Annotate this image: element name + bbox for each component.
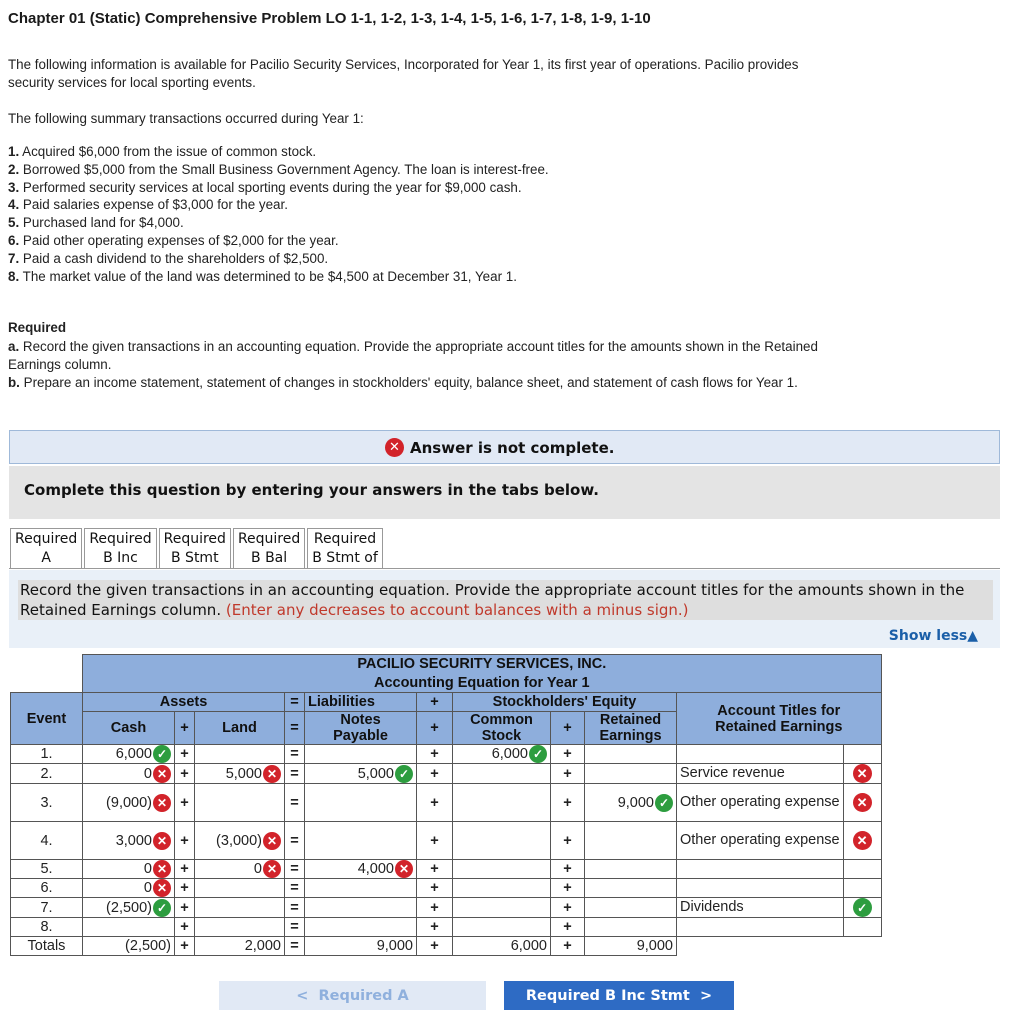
transactions-intro: The following summary transactions occurred during Year 1: — [8, 111, 364, 126]
table-row: 6. 0 ✕ + = + + — [11, 879, 882, 898]
common-input[interactable]: 6,000 ✓ — [453, 745, 551, 764]
title-select[interactable] — [677, 879, 844, 898]
retained-input[interactable] — [585, 764, 677, 784]
title-select[interactable] — [677, 860, 844, 879]
cash-input[interactable]: 3,000 ✕ — [83, 822, 175, 860]
common-input[interactable] — [453, 879, 551, 898]
correct-icon: ✓ — [153, 745, 171, 763]
correct-icon: ✓ — [395, 765, 413, 783]
notes-payable-header: Notes Payable — [305, 712, 417, 745]
notes-input[interactable] — [305, 898, 417, 918]
event-header: Event — [11, 693, 83, 745]
accounting-equation-table: PACILIO SECURITY SERVICES, INC. Accounting Equation for Year 1 Event Assets = Liabilities + Stockholders' Equity Account Titles for Retained Earnings Cash + Land = Notes Payable + Common Stock + Retained Earnings 1. 6,000 ✓ + = + 6,000 ✓ + 2. 0 ✕ + 5,000 ✕ = 5,000 ✓ + + Service revenue ✕ 3. (9,000) ✕ + = + + 9,000 ✓ Other operating expense ✕ 4. 3,000 ✕ + (3,000) ✕ = + + Other operating expense ✕ 5. 0 ✕ + 0 ✕ = 4,000 ✕ + + 6. 0 ✕ + = + + 7. (2,500) ✓ + = + + Dividends ✓ 8. + = + + Totals (2,500) + 2,000 = 9,000 + 6,000 + 9,000 — [10, 654, 882, 956]
tab-required-b-stmt[interactable]: Required B Stmt — [159, 528, 231, 569]
instructions-box — [9, 466, 1000, 519]
list-item: 4. Paid salaries expense of $3,000 for the year. — [8, 197, 288, 213]
table-row: 2. 0 ✕ + 5,000 ✕ = 5,000 ✓ + + Service revenue ✕ — [11, 764, 882, 784]
tab-required-b-stmt-of[interactable]: Required B Stmt of — [307, 528, 383, 569]
land-input[interactable] — [195, 784, 285, 822]
table-row: 8. + = + + — [11, 918, 882, 937]
list-item: 3. Performed security services at local sporting events during the year for $9,000 cash. — [8, 179, 522, 195]
common-input[interactable] — [453, 918, 551, 937]
chevron-right-icon: > — [689, 987, 713, 1004]
incorrect-icon: ✕ — [153, 765, 171, 783]
incorrect-icon: ✕ — [153, 879, 171, 897]
retained-input[interactable] — [585, 898, 677, 918]
assets-header: Assets — [83, 693, 285, 712]
retained-input[interactable] — [585, 860, 677, 879]
required-heading: Required — [8, 320, 67, 335]
incorrect-icon: ✕ — [853, 793, 872, 812]
notes-input[interactable] — [305, 822, 417, 860]
incorrect-icon: ✕ — [263, 860, 281, 878]
list-item: 5. Purchased land for $4,000. — [8, 215, 184, 231]
tab-divider — [9, 568, 1000, 569]
list-item: 8. The market value of the land was determined to be $4,500 at December 31, Year 1. — [8, 268, 517, 284]
retained-input[interactable] — [585, 879, 677, 898]
common-input[interactable] — [453, 764, 551, 784]
correct-icon: ✓ — [655, 794, 673, 812]
incorrect-icon: ✕ — [853, 831, 872, 850]
error-icon: ✕ — [385, 438, 404, 457]
problem-title: Chapter 01 (Static) Comprehensive Problem LO 1-1, 1-2, 1-3, 1-4, 1-5, 1-6, 1-7, 1-8, 1-9, 1-10 — [8, 10, 651, 27]
banner-text: Answer is not complete. — [410, 438, 615, 457]
company-name: PACILIO SECURITY SERVICES, INC. — [83, 655, 882, 674]
incorrect-icon: ✕ — [153, 794, 171, 812]
tab-required-b-inc[interactable]: Required B Inc — [84, 528, 156, 569]
table-row: 4. 3,000 ✕ + (3,000) ✕ = + + Other operating expense ✕ — [11, 822, 882, 860]
list-item: 1. Acquired $6,000 from the issue of common stock. — [8, 144, 317, 159]
instruction-panel — [9, 570, 1000, 648]
equity-header: Stockholders' Equity — [453, 693, 677, 712]
cash-input[interactable]: 0 ✕ — [83, 860, 175, 879]
instruction-text: Record the given transactions in an accounting equation. Provide the appropriate account titles for the amounts shown in the Retained Earnings column. (Enter any decreases to account balances with a minus sign.) — [18, 580, 993, 620]
title-select[interactable] — [677, 745, 844, 764]
chevron-left-icon: < — [296, 987, 319, 1004]
correct-icon: ✓ — [529, 745, 547, 763]
common-input[interactable] — [453, 784, 551, 822]
cash-input[interactable]: (2,500) ✓ — [83, 898, 175, 918]
common-input[interactable] — [453, 898, 551, 918]
title-select[interactable]: Service revenue — [677, 764, 844, 784]
incorrect-icon: ✕ — [153, 860, 171, 878]
table-row: 7. (2,500) ✓ + = + + Dividends ✓ — [11, 898, 882, 918]
notes-input[interactable] — [305, 879, 417, 898]
required-a: a. Record the given transactions in an accounting equation. Provide the appropriate account titles for the amounts shown in the Retained Earnings column. — [8, 339, 818, 372]
notes-input[interactable] — [305, 918, 417, 937]
land-input[interactable]: (3,000) ✕ — [195, 822, 285, 860]
intro-paragraph: The following information is available for Pacilio Security Services, Incorporated for Year 1, its first year of operations. Pacilio provides security services for local sporting events. — [8, 57, 799, 90]
retained-earnings-header: Retained Earnings — [585, 712, 677, 745]
common-input[interactable] — [453, 860, 551, 879]
notes-input[interactable]: 5,000 ✓ — [305, 764, 417, 784]
incorrect-icon: ✕ — [263, 765, 281, 783]
table-row: 3. (9,000) ✕ + = + + 9,000 ✓ Other operating expense ✕ — [11, 784, 882, 822]
notes-total: 9,000 — [305, 937, 417, 956]
land-header: Land — [195, 712, 285, 745]
retained-input[interactable]: 9,000 ✓ — [585, 784, 677, 822]
incorrect-icon: ✕ — [263, 832, 281, 850]
retained-input[interactable] — [585, 918, 677, 937]
title-select[interactable]: Other operating expense — [677, 784, 844, 822]
next-button[interactable]: Required B Inc Stmt > — [504, 981, 734, 1010]
notes-input[interactable] — [305, 784, 417, 822]
common-input[interactable] — [453, 822, 551, 860]
table-subtitle: Accounting Equation for Year 1 — [83, 674, 882, 693]
land-total: 2,000 — [195, 937, 285, 956]
totals-row: Totals (2,500) + 2,000 = 9,000 + 6,000 + 9,000 — [11, 937, 882, 956]
cash-input[interactable]: 0 ✕ — [83, 879, 175, 898]
land-input[interactable]: 5,000 ✕ — [195, 764, 285, 784]
land-input[interactable] — [195, 898, 285, 918]
title-select[interactable]: Other operating expense — [677, 822, 844, 860]
retained-input[interactable] — [585, 745, 677, 764]
tab-required-b-bal[interactable]: Required B Bal — [233, 528, 305, 569]
complete-prompt: Complete this question by entering your answers in the tabs below. — [24, 481, 599, 499]
incorrect-icon: ✕ — [853, 764, 872, 783]
incorrect-icon: ✕ — [395, 860, 413, 878]
common-stock-header: Common Stock — [453, 712, 551, 745]
list-item: 7. Paid a cash dividend to the shareholders of $2,500. — [8, 250, 329, 266]
title-select[interactable]: Dividends — [677, 898, 844, 918]
cash-total: (2,500) — [83, 937, 175, 956]
cash-input[interactable]: 0 ✕ — [83, 764, 175, 784]
list-item: 6. Paid other operating expenses of $2,000 for the year. — [8, 232, 339, 248]
account-titles-header: Account Titles for Retained Earnings — [677, 693, 882, 745]
tab-bar — [10, 528, 385, 569]
table-row: 1. 6,000 ✓ + = + 6,000 ✓ + — [11, 745, 882, 764]
title-select[interactable] — [677, 918, 844, 937]
show-less-link[interactable]: Show less▲ — [888, 628, 978, 644]
cash-header: Cash — [83, 712, 175, 745]
incorrect-icon: ✕ — [153, 832, 171, 850]
notes-input[interactable]: 4,000 ✕ — [305, 860, 417, 879]
transaction-list — [8, 143, 549, 285]
land-input[interactable] — [195, 879, 285, 898]
tab-required-a[interactable]: Required A — [10, 528, 82, 569]
table-row: 5. 0 ✕ + 0 ✕ = 4,000 ✕ + + — [11, 860, 882, 879]
cash-input[interactable]: (9,000) ✕ — [83, 784, 175, 822]
retained-input[interactable] — [585, 822, 677, 860]
liabilities-header: Liabilities — [305, 693, 417, 712]
cash-input[interactable]: 6,000 ✓ — [83, 745, 175, 764]
retained-total: 9,000 — [585, 937, 677, 956]
previous-button[interactable]: < Required A — [219, 981, 486, 1010]
status-banner — [9, 430, 1000, 464]
land-input[interactable]: 0 ✕ — [195, 860, 285, 879]
land-input[interactable] — [195, 918, 285, 937]
correct-icon: ✓ — [853, 898, 872, 917]
required-b: b. Prepare an income statement, statement of changes in stockholders' equity, balance sheet, and statement of cash flows for Year 1. — [8, 375, 798, 390]
correct-icon: ✓ — [153, 899, 171, 917]
cash-input[interactable] — [83, 918, 175, 937]
common-total: 6,000 — [453, 937, 551, 956]
list-item: 2. Borrowed $5,000 from the Small Business Government Agency. The loan is interest-free. — [8, 161, 549, 177]
notes-input[interactable] — [305, 745, 417, 764]
land-input[interactable] — [195, 745, 285, 764]
